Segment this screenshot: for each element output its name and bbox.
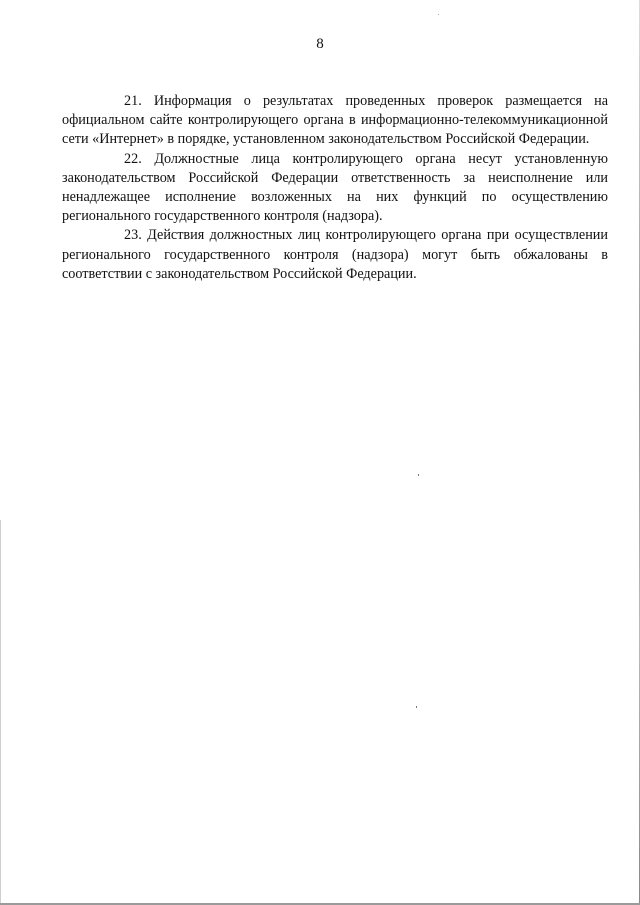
paragraph-23: 23. Действия должностных лиц контролирующего органа при осуществлении регионального государственного контроля (надзора) могут быть обжалованы в соответствии с законодательством Российской Федерации. bbox=[62, 227, 608, 282]
scan-speck bbox=[438, 14, 439, 15]
page-number: 8 bbox=[316, 36, 324, 52]
scan-edge-left bbox=[0, 520, 1, 905]
paragraph-21: 21. Информация о результатах проведенных проверок размещается на официальном сайте контролирующего органа в информационно-телекоммуникационной сети «Интернет» в порядке, установленном законодательством Российской Федерации. bbox=[62, 93, 608, 148]
scan-speck bbox=[416, 706, 417, 708]
paragraph-22: 22. Должностные лица контролирующего органа несут установленную законодательством Российской Федерации ответственность за неисполнение или ненадлежащее исполнение возложенных на них функций по осуществлению регионального государственного контроля (надзора). bbox=[62, 150, 608, 225]
document-body bbox=[62, 92, 608, 284]
scan-speck bbox=[418, 474, 419, 476]
